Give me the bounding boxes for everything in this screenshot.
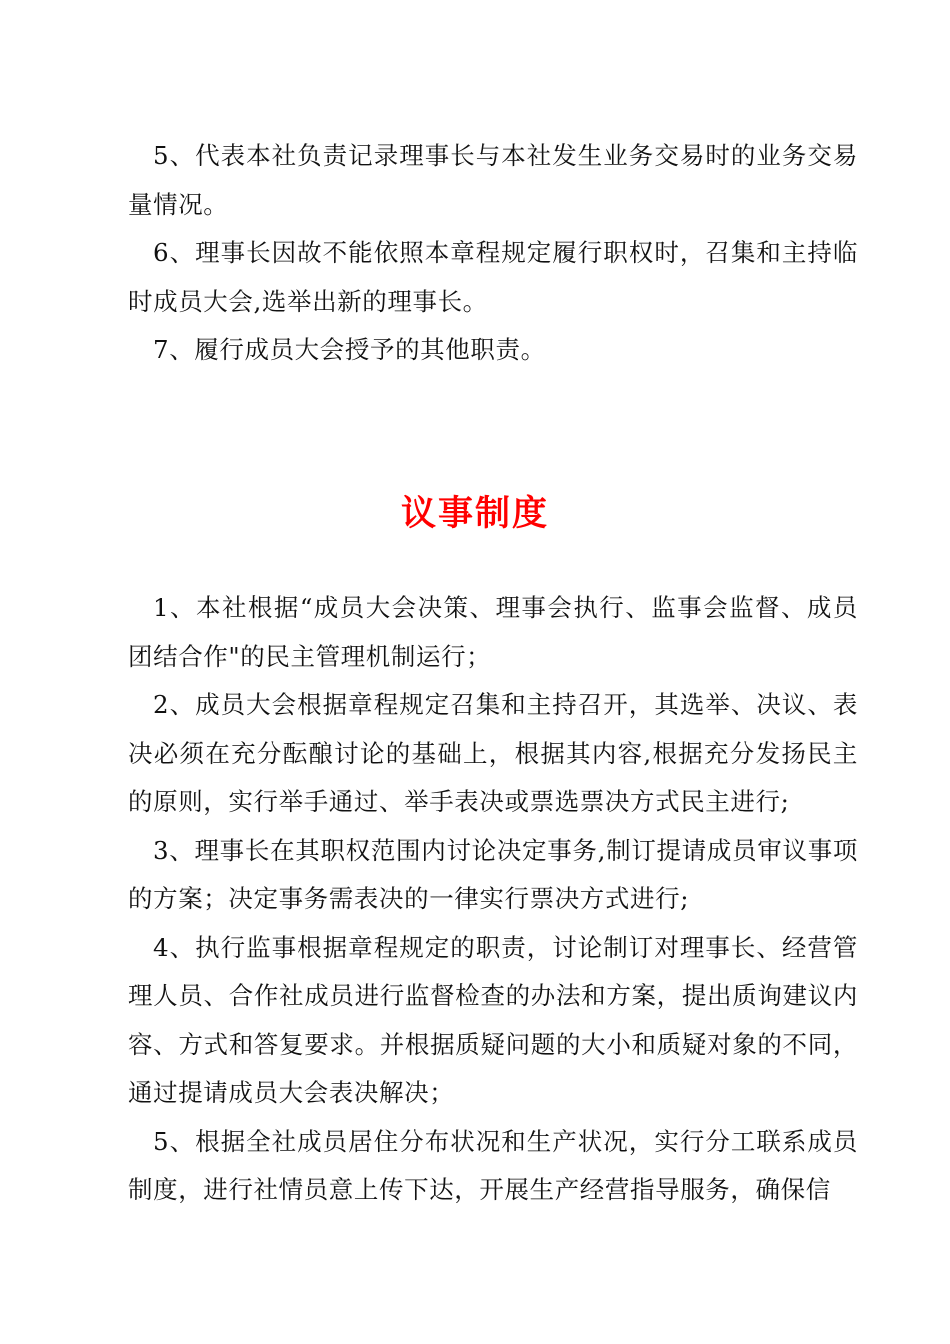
duty-item-6: 6、理事长因故不能依照本章程规定履行职权时，召集和主持临时成员大会,选举出新的理事长。 bbox=[128, 238, 858, 316]
rules-list bbox=[128, 584, 858, 1215]
rule-item-3: 3、理事长在其职权范围内讨论决定事务,制订提请成员审议事项的方案；决定事务需表决的一律实行票决方式进行; bbox=[128, 835, 858, 913]
rule-item-4: 4、执行监事根据章程规定的职责，讨论制订对理事长、经营管理人员、合作社成员进行监督检查的办法和方案，提出质询建议内容、方式和答复要求。并根据质疑问题的大小和质疑对象的不同，通过提请成员大会表决解决； bbox=[128, 932, 858, 1107]
rule-item-1: 1、本社根据“成员大会决策、理事会执行、监事会监督、成员团结合作"的民主管理机制运行； bbox=[128, 593, 858, 671]
section-title: 议事制度 bbox=[400, 494, 549, 534]
rule-item-5: 5、根据全社成员居住分布状况和生产状况，实行分工联系成员制度，进行社情员意上传下达，开展生产经营指导服务，确保信 bbox=[128, 1126, 858, 1204]
rule-item-2: 2、成员大会根据章程规定召集和主持召开，其选举、决议、表决必须在充分酝酿讨论的基础上，根据其内容,根据充分发扬民主的原则，实行举手通过、举手表决或票选票决方式民主进行; bbox=[128, 690, 858, 816]
duty-item-7: 7、履行成员大会授予的其他职责。 bbox=[153, 335, 546, 364]
duty-item-5: 5、代表本社负责记录理事长与本社发生业务交易时的业务交易量情况。 bbox=[128, 141, 858, 219]
duties-list-continued bbox=[128, 132, 858, 375]
